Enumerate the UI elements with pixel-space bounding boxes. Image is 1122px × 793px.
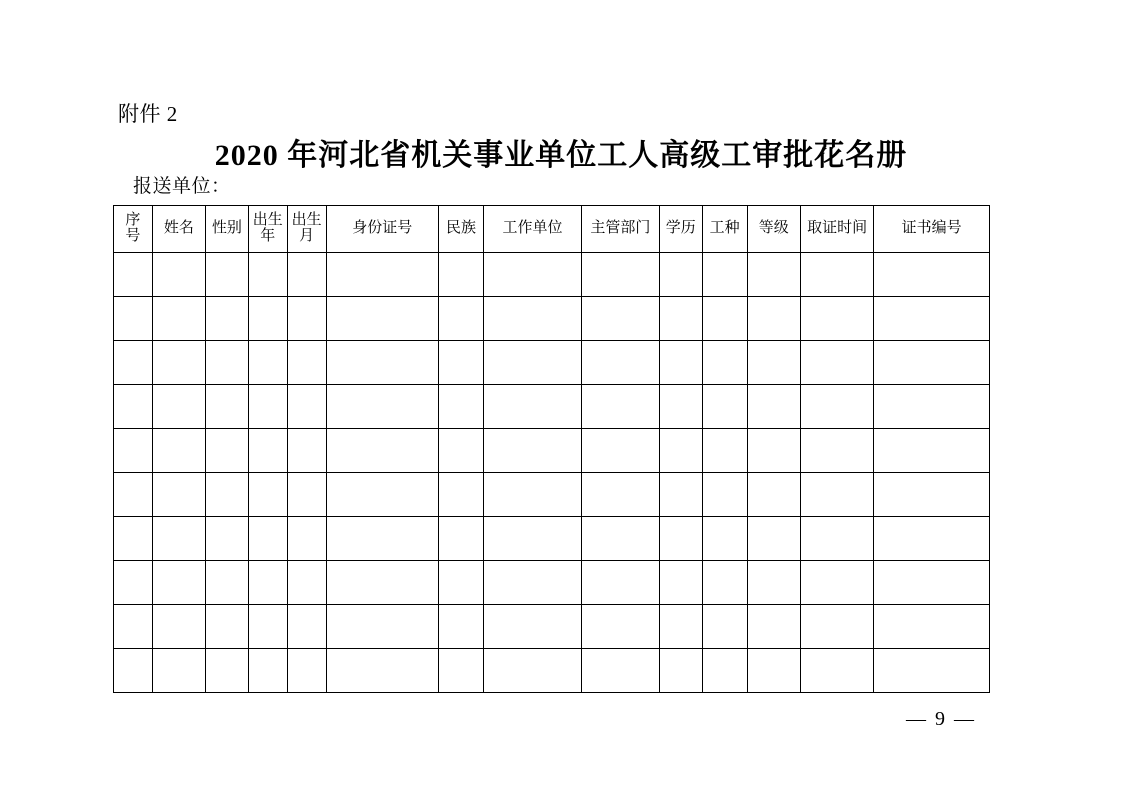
column-header-label: 取证时间 (807, 220, 868, 237)
table-row (114, 297, 990, 341)
table-cell-index[interactable] (114, 297, 153, 341)
table-cell-supervisor_dept[interactable] (582, 517, 660, 561)
table-cell-birth_month[interactable] (287, 561, 326, 605)
table-cell-job_type[interactable] (702, 429, 747, 473)
table-cell-ethnicity[interactable] (438, 429, 483, 473)
table-cell-cert_number[interactable] (874, 297, 990, 341)
table-cell-index[interactable] (114, 605, 153, 649)
submit-unit-label: 报送单位： (133, 176, 231, 197)
page-title: 2020 年河北省机关事业单位工人高级工审批花名册 (214, 139, 908, 172)
table-cell-supervisor_dept[interactable] (582, 649, 660, 693)
table-cell-grade[interactable] (747, 341, 800, 385)
table-body (114, 253, 990, 693)
column-header-label: 主管部门 (590, 220, 651, 237)
table-cell-education[interactable] (659, 297, 702, 341)
table-cell-gender[interactable] (205, 561, 248, 605)
table-cell-cert_date[interactable] (800, 297, 874, 341)
table-cell-education[interactable] (659, 253, 702, 297)
table-cell-index[interactable] (114, 253, 153, 297)
table-cell-gender[interactable] (205, 385, 248, 429)
attachment-label: 附件 2 (118, 102, 178, 126)
table-cell-job_type[interactable] (702, 605, 747, 649)
table-cell-job_type[interactable] (702, 649, 747, 693)
column-header-label: 等级 (758, 220, 789, 237)
table-cell-supervisor_dept[interactable] (582, 429, 660, 473)
table-cell-gender[interactable] (205, 473, 248, 517)
table-cell-name[interactable] (152, 517, 205, 561)
table-cell-cert_number[interactable] (874, 473, 990, 517)
table-cell-name[interactable] (152, 473, 205, 517)
table-cell-cert_date[interactable] (800, 473, 874, 517)
column-header-gender (205, 206, 248, 253)
table-cell-id_number[interactable] (326, 649, 438, 693)
column-header-birth_month (287, 206, 326, 253)
column-header-name (152, 206, 205, 253)
column-header-work_unit (483, 206, 581, 253)
table-cell-birth_year[interactable] (248, 473, 287, 517)
table-cell-job_type[interactable] (702, 385, 747, 429)
table-cell-birth_month[interactable] (287, 473, 326, 517)
table-cell-birth_month[interactable] (287, 517, 326, 561)
table-cell-supervisor_dept[interactable] (582, 341, 660, 385)
table-cell-job_type[interactable] (702, 473, 747, 517)
table-cell-cert_number[interactable] (874, 605, 990, 649)
table-cell-id_number[interactable] (326, 385, 438, 429)
table-cell-index[interactable] (114, 649, 153, 693)
column-header-grade (747, 206, 800, 253)
table-cell-grade[interactable] (747, 297, 800, 341)
column-header-cert_date (800, 206, 874, 253)
table-cell-id_number[interactable] (326, 561, 438, 605)
column-header-job_type (702, 206, 747, 253)
table-cell-grade[interactable] (747, 649, 800, 693)
table-cell-birth_month[interactable] (287, 341, 326, 385)
table-cell-name[interactable] (152, 385, 205, 429)
column-header-label: 证书编号 (901, 220, 962, 237)
table-row (114, 605, 990, 649)
column-header-label: 民族 (445, 220, 476, 237)
table-cell-supervisor_dept[interactable] (582, 385, 660, 429)
table-cell-ethnicity[interactable] (438, 649, 483, 693)
table-cell-work_unit[interactable] (483, 561, 581, 605)
table-cell-grade[interactable] (747, 605, 800, 649)
table-cell-education[interactable] (659, 605, 702, 649)
table-cell-supervisor_dept[interactable] (582, 297, 660, 341)
table-cell-name[interactable] (152, 297, 205, 341)
table-row (114, 429, 990, 473)
column-header-label: 工种 (709, 220, 740, 237)
table-row (114, 253, 990, 297)
table-cell-education[interactable] (659, 385, 702, 429)
table-cell-cert_date[interactable] (800, 605, 874, 649)
table-cell-name[interactable] (152, 561, 205, 605)
table-cell-gender[interactable] (205, 341, 248, 385)
column-header-label: 身份证号 (352, 220, 413, 237)
column-header-label: 工作单位 (502, 220, 563, 237)
table-cell-ethnicity[interactable] (438, 561, 483, 605)
table-cell-cert_number[interactable] (874, 517, 990, 561)
table-cell-name[interactable] (152, 649, 205, 693)
table-cell-ethnicity[interactable] (438, 341, 483, 385)
table-cell-grade[interactable] (747, 385, 800, 429)
table-cell-work_unit[interactable] (483, 517, 581, 561)
table-cell-ethnicity[interactable] (438, 517, 483, 561)
table-cell-id_number[interactable] (326, 297, 438, 341)
table-cell-gender[interactable] (205, 253, 248, 297)
table-cell-cert_date[interactable] (800, 429, 874, 473)
column-header-label: 性别 (211, 220, 242, 237)
table-cell-cert_number[interactable] (874, 561, 990, 605)
table-cell-ethnicity[interactable] (438, 297, 483, 341)
table-cell-cert_date[interactable] (800, 561, 874, 605)
table-row (114, 649, 990, 693)
column-header-index (114, 206, 153, 253)
table-cell-grade[interactable] (747, 517, 800, 561)
table-cell-work_unit[interactable] (483, 605, 581, 649)
table-cell-id_number[interactable] (326, 429, 438, 473)
table-cell-job_type[interactable] (702, 341, 747, 385)
table-cell-index[interactable] (114, 473, 153, 517)
table-cell-cert_date[interactable] (800, 385, 874, 429)
table-row (114, 561, 990, 605)
table-cell-cert_date[interactable] (800, 649, 874, 693)
table-cell-id_number[interactable] (326, 605, 438, 649)
table-cell-birth_month[interactable] (287, 429, 326, 473)
table-cell-cert_number[interactable] (874, 649, 990, 693)
table-cell-grade[interactable] (747, 253, 800, 297)
table-cell-supervisor_dept[interactable] (582, 605, 660, 649)
table-cell-id_number[interactable] (326, 473, 438, 517)
table-cell-education[interactable] (659, 649, 702, 693)
table-row (114, 341, 990, 385)
column-header-label: 出生 月 (291, 212, 322, 244)
table-cell-birth_year[interactable] (248, 253, 287, 297)
column-header-label: 出生 年 (252, 212, 283, 244)
table-row (114, 517, 990, 561)
column-header-label: 序 号 (125, 212, 141, 244)
table-cell-job_type[interactable] (702, 561, 747, 605)
table-cell-birth_year[interactable] (248, 297, 287, 341)
table-cell-grade[interactable] (747, 561, 800, 605)
table-cell-index[interactable] (114, 341, 153, 385)
table-cell-birth_year[interactable] (248, 341, 287, 385)
roster-table (113, 205, 990, 693)
table-cell-index[interactable] (114, 517, 153, 561)
table-cell-education[interactable] (659, 341, 702, 385)
table-cell-index[interactable] (114, 561, 153, 605)
column-header-label: 学历 (665, 220, 696, 237)
column-header-label: 姓名 (163, 220, 194, 237)
table-cell-education[interactable] (659, 561, 702, 605)
table-cell-supervisor_dept[interactable] (582, 473, 660, 517)
column-header-supervisor_dept (582, 206, 660, 253)
table-cell-work_unit[interactable] (483, 297, 581, 341)
table-cell-ethnicity[interactable] (438, 253, 483, 297)
table-cell-cert_number[interactable] (874, 341, 990, 385)
table-cell-index[interactable] (114, 385, 153, 429)
table-cell-cert_number[interactable] (874, 385, 990, 429)
table-cell-ethnicity[interactable] (438, 473, 483, 517)
table-cell-id_number[interactable] (326, 253, 438, 297)
table-cell-cert_number[interactable] (874, 253, 990, 297)
table-cell-birth_year[interactable] (248, 649, 287, 693)
table-cell-gender[interactable] (205, 297, 248, 341)
table-cell-cert_date[interactable] (800, 253, 874, 297)
table-cell-job_type[interactable] (702, 517, 747, 561)
table-cell-birth_month[interactable] (287, 385, 326, 429)
table-cell-work_unit[interactable] (483, 341, 581, 385)
table-cell-supervisor_dept[interactable] (582, 253, 660, 297)
table-cell-work_unit[interactable] (483, 429, 581, 473)
table-cell-id_number[interactable] (326, 517, 438, 561)
table-cell-education[interactable] (659, 429, 702, 473)
table-cell-job_type[interactable] (702, 253, 747, 297)
table-cell-gender[interactable] (205, 517, 248, 561)
table-cell-education[interactable] (659, 517, 702, 561)
column-header-education (659, 206, 702, 253)
table-cell-job_type[interactable] (702, 297, 747, 341)
table-cell-birth_year[interactable] (248, 517, 287, 561)
column-header-birth_year (248, 206, 287, 253)
table-cell-birth_year[interactable] (248, 429, 287, 473)
table-cell-name[interactable] (152, 605, 205, 649)
table-header (114, 206, 990, 253)
column-header-cert_number (874, 206, 990, 253)
table-cell-birth_month[interactable] (287, 253, 326, 297)
table-cell-gender[interactable] (205, 605, 248, 649)
table-cell-birth_month[interactable] (287, 297, 326, 341)
table-cell-index[interactable] (114, 429, 153, 473)
table-cell-work_unit[interactable] (483, 253, 581, 297)
table-cell-cert_date[interactable] (800, 517, 874, 561)
table-cell-name[interactable] (152, 341, 205, 385)
column-header-id_number (326, 206, 438, 253)
table-cell-grade[interactable] (747, 429, 800, 473)
table-cell-birth_year[interactable] (248, 605, 287, 649)
table-cell-gender[interactable] (205, 429, 248, 473)
table-cell-birth_year[interactable] (248, 385, 287, 429)
column-header-ethnicity (438, 206, 483, 253)
table-cell-grade[interactable] (747, 473, 800, 517)
table-cell-work_unit[interactable] (483, 649, 581, 693)
table-cell-name[interactable] (152, 253, 205, 297)
table-cell-name[interactable] (152, 429, 205, 473)
table-cell-cert_date[interactable] (800, 341, 874, 385)
table-row (114, 385, 990, 429)
table-cell-birth_year[interactable] (248, 561, 287, 605)
table-cell-education[interactable] (659, 473, 702, 517)
page-number: — 9 — (906, 708, 976, 730)
table-cell-id_number[interactable] (326, 341, 438, 385)
table-cell-birth_month[interactable] (287, 649, 326, 693)
table-cell-birth_month[interactable] (287, 605, 326, 649)
table-cell-ethnicity[interactable] (438, 605, 483, 649)
table-row (114, 473, 990, 517)
table-header-row (114, 206, 990, 253)
table-cell-ethnicity[interactable] (438, 385, 483, 429)
table-cell-gender[interactable] (205, 649, 248, 693)
table-cell-cert_number[interactable] (874, 429, 990, 473)
table-cell-work_unit[interactable] (483, 385, 581, 429)
table-cell-work_unit[interactable] (483, 473, 581, 517)
table-cell-supervisor_dept[interactable] (582, 561, 660, 605)
